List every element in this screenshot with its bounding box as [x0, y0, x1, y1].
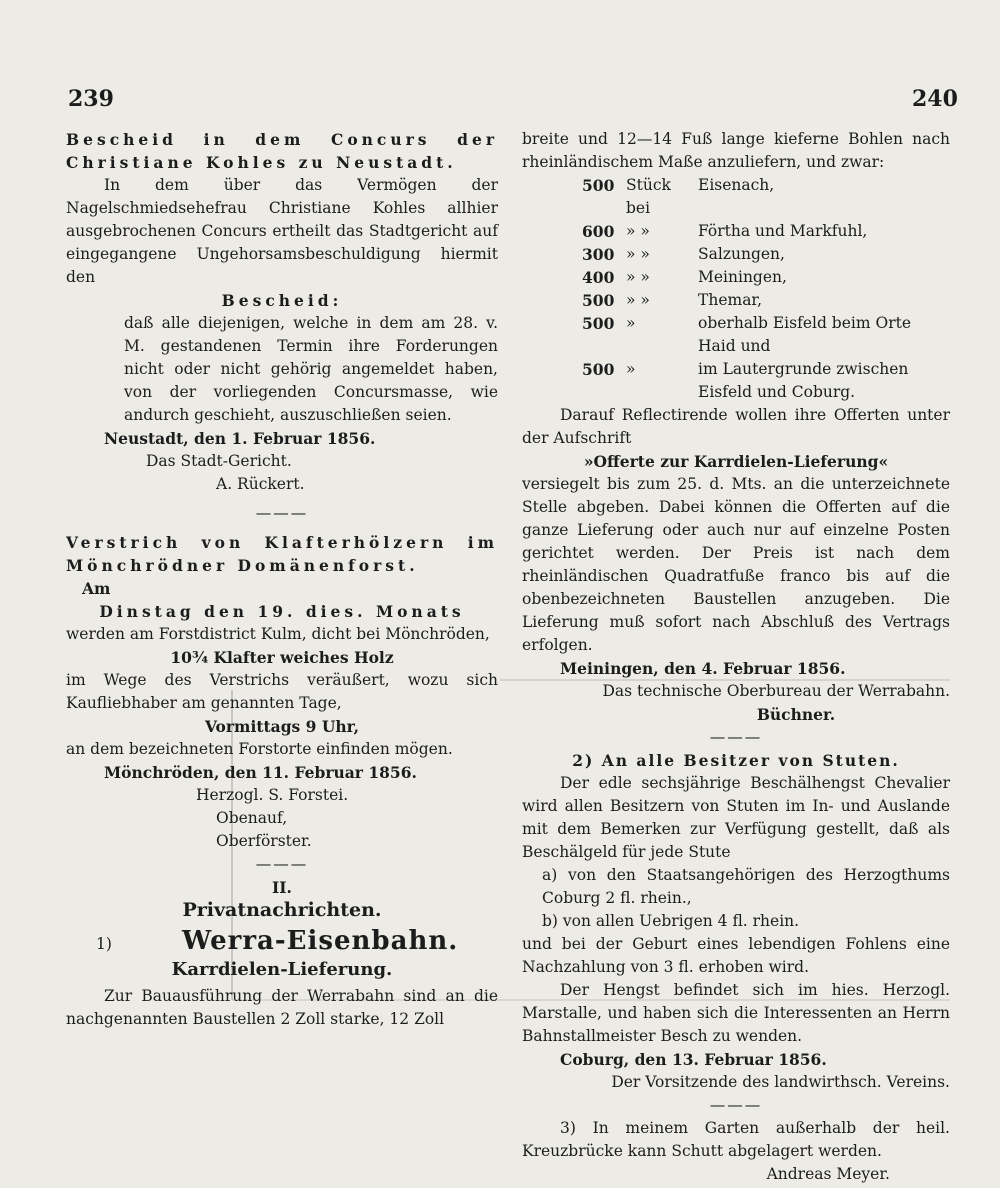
separator-right-2: ——— — [709, 1096, 763, 1114]
delivery-unit: » » — [626, 245, 650, 263]
delivery-unit: » — [626, 314, 636, 332]
verstrich-date: Dinstag den 19. dies. Monats — [99, 602, 465, 621]
delivery-place: Salzungen, — [698, 245, 785, 263]
item2-authority: Der Vorsitzende des landwirthsch. Vereins. — [611, 1073, 950, 1091]
verstrich-heading: Verstrich von Klafterhölzern im Mönchrödner Domänenforst. — [66, 533, 498, 575]
delivery-qty: 300 — [582, 245, 615, 264]
bescheid-body: daß alle diejenigen, welche in dem am 28. v. M. gestandenen Termin ihre Forderungen nicht oder nicht gehörig angemeldet haben, von der vorliegenden Concursmasse, wie andurch geschieht, auszuschließen seien. — [124, 314, 498, 424]
private-heading: Privatnachrichten. — [182, 899, 382, 921]
offer-label: »Offerte zur Karrdielen-Lieferung« — [583, 452, 889, 471]
item2-fee-b: b) von allen Uebrigen 4 fl. rhein. — [542, 912, 800, 930]
delivery-unit: » » — [626, 268, 650, 286]
page-number-right: 240 — [912, 86, 958, 112]
item3-text: 3) In meinem Garten außerhalb der heil. Kreuzbrücke kann Schutt abgelagert werden. — [522, 1119, 950, 1160]
verstrich-am: Am — [82, 579, 111, 598]
bescheid-authority: Das Stadt-Gericht. — [146, 452, 292, 470]
offer-signature: Büchner. — [756, 705, 836, 724]
delivery-unit: » » — [626, 291, 650, 309]
delivery-place: Meiningen, — [698, 268, 787, 286]
delivery-list — [522, 174, 950, 404]
item2-heading: 2) An alle Besitzer von Stuten. — [572, 751, 900, 770]
delivery-row — [582, 289, 950, 312]
delivery-row — [582, 243, 950, 266]
bescheid-place-date: Neustadt, den 1. Februar 1856. — [104, 429, 376, 448]
separator-left-1: ——— — [255, 504, 309, 522]
delivery-qty: 500 — [582, 314, 615, 333]
item1-title: Werra-Eisenbahn. — [182, 926, 459, 956]
offer-authority: Das technische Oberbureau der Werrabahn. — [602, 682, 950, 700]
bescheid-intro: In dem über das Vermögen der Nagelschmiedsehefrau Christiane Kohles allhier ausgebrochenen Concurs ertheilt das Stadtgericht auf eingegangene Ungehorsamsbeschuldigung hiermit den — [66, 176, 498, 286]
item1-number: 1) — [96, 935, 112, 953]
delivery-unit: » — [626, 360, 636, 378]
item2-place-date: Coburg, den 13. Februar 1856. — [560, 1050, 827, 1069]
bescheid-word: Bescheid: — [221, 291, 343, 310]
verstrich-text-3: an dem bezeichneten Forstorte einfinden mögen. — [66, 740, 453, 758]
offer-text-1: Darauf Reflectirende wollen ihre Offerten unter der Aufschrift — [522, 406, 950, 447]
item2-fee-a: a) von den Staatsangehörigen des Herzogthums Coburg 2 fl. rhein., — [542, 866, 950, 907]
item1-subtitle: Karrdielen-Lieferung. — [171, 959, 393, 980]
item1-title-row — [66, 926, 498, 956]
delivery-qty: 600 — [582, 222, 615, 241]
verstrich-time: Vormittags 9 Uhr, — [204, 717, 360, 736]
delivery-unit: » » — [626, 222, 650, 240]
delivery-qty: 500 — [582, 176, 615, 195]
item2-text-1: Der edle sechsjährige Beschälhengst Chevalier wird allen Besitzern von Stuten im In- und Auslande mit dem Bemerken zur Verfügung gestellt, daß als Beschälgeld für jede Stute — [522, 774, 950, 861]
section-numeral: II. — [272, 878, 292, 897]
delivery-qty: 500 — [582, 360, 615, 379]
item3-signature: Andreas Meyer. — [766, 1165, 890, 1183]
page-number-left: 239 — [68, 86, 114, 112]
offer-text-2: versiegelt bis zum 25. d. Mts. an die unterzeichnete Stelle abgeben. Dabei können die Offerten auf die ganze Lieferung oder auch nur auf einzelne Posten gerichtet werden. Der Preis ist nach dem rheinländischen Quadratfuße franco bis auf die obenbezeichneten Baustellen anzugeben. Die Lieferung muß sofort nach Abschluß des Vertrags erfolgen. — [522, 475, 950, 654]
verstrich-text-2: im Wege des Verstrichs veräußert, wozu sich Kaufliebhaber am genannten Tage, — [66, 671, 498, 712]
bescheid-signature: A. Rückert. — [216, 475, 305, 493]
verstrich-text-1: werden am Forstdistrict Kulm, dicht bei Mönchröden, — [66, 625, 490, 643]
right-column — [522, 128, 950, 1186]
delivery-row — [582, 220, 950, 243]
separator-right-1: ——— — [709, 728, 763, 746]
continuation-text: breite und 12—14 Fuß lange kieferne Bohlen nach rheinländischem Maße anzuliefern, und zwar: — [522, 130, 950, 171]
delivery-row — [582, 266, 950, 289]
delivery-qty: 400 — [582, 268, 615, 287]
bescheid-heading: Bescheid in dem Concurs der Christiane Kohles zu Neustadt. — [66, 130, 498, 172]
item2-text-3: Der Hengst befindet sich im hies. Herzogl. Marstalle, und haben sich die Interessenten an Herrn Bahnstallmeister Besch zu wenden. — [522, 981, 950, 1045]
item1-text: Zur Bauausführung der Werrabahn sind an die nachgenannten Baustellen 2 Zoll starke, 12 Zoll — [66, 987, 498, 1028]
item2-text-2: und bei der Geburt eines lebendigen Fohlens eine Nachzahlung von 3 fl. erhoben wird. — [522, 935, 950, 976]
delivery-place: Themar, — [698, 291, 763, 309]
verstrich-authority: Herzogl. S. Forstei. — [196, 786, 349, 804]
delivery-qty: 500 — [582, 291, 615, 310]
delivery-row — [582, 312, 950, 358]
delivery-place: oberhalb Eisfeld beim Orte Haid und — [698, 314, 912, 355]
verstrich-signature: Obenauf, Oberförster. — [216, 809, 312, 850]
delivery-row — [582, 358, 950, 404]
offer-place-date: Meiningen, den 4. Februar 1856. — [560, 659, 846, 678]
verstrich-place-date: Mönchröden, den 11. Februar 1856. — [104, 763, 417, 782]
delivery-row — [582, 174, 950, 220]
delivery-place: im Lautergrunde zwischen Eisfeld und Coburg. — [698, 360, 909, 401]
verstrich-amount: 10¾ Klafter weiches Holz — [170, 648, 394, 667]
delivery-place: Eisenach, — [698, 176, 775, 194]
separator-left-2: ——— — [255, 855, 309, 873]
delivery-unit: Stück bei — [626, 176, 671, 217]
delivery-place: Förtha und Markfuhl, — [698, 222, 868, 240]
left-column — [66, 128, 498, 1031]
